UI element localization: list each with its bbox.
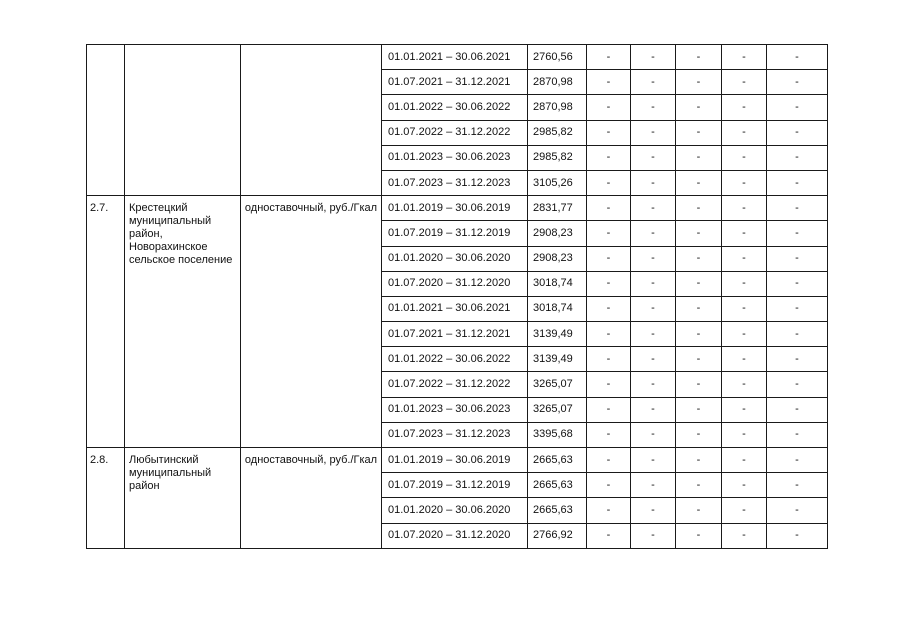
tariff-value-cell: 2665,63 bbox=[528, 498, 587, 523]
dash-cell: - bbox=[631, 221, 676, 246]
dash-cell: - bbox=[631, 170, 676, 195]
dash-cell: - bbox=[767, 498, 828, 523]
period-cell: 01.01.2019 – 30.06.2019 bbox=[382, 196, 528, 221]
dash-cell: - bbox=[587, 448, 631, 473]
period-cell: 01.01.2023 – 30.06.2023 bbox=[382, 145, 528, 170]
dash-cell: - bbox=[722, 45, 767, 70]
tariff-value-cell: 3105,26 bbox=[528, 170, 587, 195]
tariff-value-cell: 3018,74 bbox=[528, 271, 587, 296]
period-cell: 01.01.2022 – 30.06.2022 bbox=[382, 347, 528, 372]
dash-cell: - bbox=[631, 296, 676, 321]
table-row bbox=[87, 448, 828, 473]
dash-cell: - bbox=[767, 145, 828, 170]
period-cell: 01.01.2019 – 30.06.2019 bbox=[382, 448, 528, 473]
dash-cell: - bbox=[722, 372, 767, 397]
dash-cell: - bbox=[587, 70, 631, 95]
dash-cell: - bbox=[767, 170, 828, 195]
dash-cell: - bbox=[631, 246, 676, 271]
dash-cell: - bbox=[631, 498, 676, 523]
dash-cell: - bbox=[676, 296, 722, 321]
period-cell: 01.07.2020 – 31.12.2020 bbox=[382, 523, 528, 548]
dash-cell: - bbox=[767, 397, 828, 422]
dash-cell: - bbox=[587, 246, 631, 271]
dash-cell: - bbox=[587, 347, 631, 372]
dash-cell: - bbox=[722, 221, 767, 246]
tariff-kind-cell bbox=[241, 45, 382, 196]
dash-cell: - bbox=[722, 397, 767, 422]
dash-cell: - bbox=[722, 246, 767, 271]
period-cell: 01.01.2021 – 30.06.2021 bbox=[382, 45, 528, 70]
territory-cell: Крестецкий муниципальный район, Новорахинское сельское поселение bbox=[125, 196, 241, 448]
period-cell: 01.07.2020 – 31.12.2020 bbox=[382, 271, 528, 296]
dash-cell: - bbox=[676, 322, 722, 347]
dash-cell: - bbox=[676, 271, 722, 296]
dash-cell: - bbox=[676, 448, 722, 473]
dash-cell: - bbox=[587, 95, 631, 120]
tariff-value-cell: 3139,49 bbox=[528, 322, 587, 347]
tariff-value-cell: 3139,49 bbox=[528, 347, 587, 372]
period-cell: 01.07.2019 – 31.12.2019 bbox=[382, 221, 528, 246]
dash-cell: - bbox=[631, 322, 676, 347]
table-row bbox=[87, 45, 828, 70]
dash-cell: - bbox=[676, 347, 722, 372]
table-row bbox=[87, 196, 828, 221]
period-cell: 01.07.2023 – 31.12.2023 bbox=[382, 170, 528, 195]
dash-cell: - bbox=[767, 296, 828, 321]
dash-cell: - bbox=[767, 221, 828, 246]
dash-cell: - bbox=[722, 296, 767, 321]
tariff-kind-cell: одноставочный, руб./Гкал bbox=[241, 196, 382, 448]
dash-cell: - bbox=[722, 196, 767, 221]
dash-cell: - bbox=[767, 322, 828, 347]
dash-cell: - bbox=[722, 523, 767, 548]
dash-cell: - bbox=[722, 473, 767, 498]
period-cell: 01.07.2019 – 31.12.2019 bbox=[382, 473, 528, 498]
item-number-cell bbox=[87, 45, 125, 196]
dash-cell: - bbox=[767, 120, 828, 145]
territory-cell: Любытинский муниципальный район bbox=[125, 448, 241, 549]
dash-cell: - bbox=[767, 422, 828, 447]
dash-cell: - bbox=[587, 170, 631, 195]
dash-cell: - bbox=[767, 473, 828, 498]
period-cell: 01.01.2023 – 30.06.2023 bbox=[382, 397, 528, 422]
dash-cell: - bbox=[631, 120, 676, 145]
dash-cell: - bbox=[722, 170, 767, 195]
period-cell: 01.01.2022 – 30.06.2022 bbox=[382, 95, 528, 120]
dash-cell: - bbox=[767, 95, 828, 120]
dash-cell: - bbox=[587, 221, 631, 246]
dash-cell: - bbox=[676, 70, 722, 95]
tariff-value-cell: 3395,68 bbox=[528, 422, 587, 447]
period-cell: 01.01.2020 – 30.06.2020 bbox=[382, 246, 528, 271]
dash-cell: - bbox=[722, 448, 767, 473]
tariff-value-cell: 2870,98 bbox=[528, 95, 587, 120]
period-cell: 01.07.2022 – 31.12.2022 bbox=[382, 372, 528, 397]
dash-cell: - bbox=[767, 271, 828, 296]
dash-cell: - bbox=[631, 271, 676, 296]
dash-cell: - bbox=[631, 347, 676, 372]
dash-cell: - bbox=[767, 523, 828, 548]
period-cell: 01.01.2021 – 30.06.2021 bbox=[382, 296, 528, 321]
period-cell: 01.07.2021 – 31.12.2021 bbox=[382, 322, 528, 347]
dash-cell: - bbox=[722, 95, 767, 120]
dash-cell: - bbox=[676, 498, 722, 523]
table-body bbox=[87, 45, 828, 549]
dash-cell: - bbox=[722, 120, 767, 145]
dash-cell: - bbox=[631, 473, 676, 498]
dash-cell: - bbox=[631, 523, 676, 548]
dash-cell: - bbox=[587, 45, 631, 70]
dash-cell: - bbox=[631, 70, 676, 95]
dash-cell: - bbox=[587, 145, 631, 170]
tariff-value-cell: 2760,56 bbox=[528, 45, 587, 70]
dash-cell: - bbox=[767, 196, 828, 221]
tariff-value-cell: 2985,82 bbox=[528, 145, 587, 170]
period-cell: 01.01.2020 – 30.06.2020 bbox=[382, 498, 528, 523]
dash-cell: - bbox=[767, 45, 828, 70]
dash-cell: - bbox=[631, 145, 676, 170]
dash-cell: - bbox=[676, 120, 722, 145]
tariff-kind-cell: одноставочный, руб./Гкал bbox=[241, 448, 382, 549]
dash-cell: - bbox=[587, 422, 631, 447]
dash-cell: - bbox=[587, 498, 631, 523]
item-number-cell: 2.7. bbox=[87, 196, 125, 448]
dash-cell: - bbox=[676, 196, 722, 221]
dash-cell: - bbox=[587, 296, 631, 321]
tariff-value-cell: 2870,98 bbox=[528, 70, 587, 95]
territory-cell bbox=[125, 45, 241, 196]
dash-cell: - bbox=[722, 145, 767, 170]
dash-cell: - bbox=[631, 397, 676, 422]
item-number-cell: 2.8. bbox=[87, 448, 125, 549]
dash-cell: - bbox=[722, 422, 767, 447]
tariff-value-cell: 3265,07 bbox=[528, 397, 587, 422]
dash-cell: - bbox=[587, 271, 631, 296]
dash-cell: - bbox=[722, 271, 767, 296]
dash-cell: - bbox=[587, 120, 631, 145]
dash-cell: - bbox=[722, 347, 767, 372]
tariff-value-cell: 2665,63 bbox=[528, 448, 587, 473]
dash-cell: - bbox=[767, 372, 828, 397]
dash-cell: - bbox=[676, 523, 722, 548]
tariff-value-cell: 2985,82 bbox=[528, 120, 587, 145]
dash-cell: - bbox=[676, 170, 722, 195]
dash-cell: - bbox=[676, 45, 722, 70]
dash-cell: - bbox=[676, 246, 722, 271]
dash-cell: - bbox=[676, 473, 722, 498]
dash-cell: - bbox=[676, 397, 722, 422]
dash-cell: - bbox=[631, 95, 676, 120]
dash-cell: - bbox=[767, 246, 828, 271]
dash-cell: - bbox=[722, 70, 767, 95]
tariff-value-cell: 2831,77 bbox=[528, 196, 587, 221]
tariff-value-cell: 2908,23 bbox=[528, 246, 587, 271]
tariff-value-cell: 2766,92 bbox=[528, 523, 587, 548]
period-cell: 01.07.2023 – 31.12.2023 bbox=[382, 422, 528, 447]
dash-cell: - bbox=[631, 448, 676, 473]
dash-cell: - bbox=[767, 70, 828, 95]
dash-cell: - bbox=[767, 347, 828, 372]
tariff-value-cell: 3018,74 bbox=[528, 296, 587, 321]
dash-cell: - bbox=[722, 322, 767, 347]
dash-cell: - bbox=[631, 372, 676, 397]
dash-cell: - bbox=[676, 95, 722, 120]
dash-cell: - bbox=[767, 448, 828, 473]
dash-cell: - bbox=[587, 523, 631, 548]
dash-cell: - bbox=[631, 422, 676, 447]
dash-cell: - bbox=[587, 397, 631, 422]
dash-cell: - bbox=[722, 498, 767, 523]
dash-cell: - bbox=[676, 422, 722, 447]
dash-cell: - bbox=[587, 372, 631, 397]
tariff-value-cell: 3265,07 bbox=[528, 372, 587, 397]
dash-cell: - bbox=[587, 196, 631, 221]
dash-cell: - bbox=[676, 221, 722, 246]
dash-cell: - bbox=[676, 372, 722, 397]
dash-cell: - bbox=[587, 322, 631, 347]
dash-cell: - bbox=[631, 45, 676, 70]
tariff-table bbox=[86, 44, 828, 549]
dash-cell: - bbox=[631, 196, 676, 221]
dash-cell: - bbox=[676, 145, 722, 170]
dash-cell: - bbox=[587, 473, 631, 498]
tariff-value-cell: 2908,23 bbox=[528, 221, 587, 246]
period-cell: 01.07.2022 – 31.12.2022 bbox=[382, 120, 528, 145]
period-cell: 01.07.2021 – 31.12.2021 bbox=[382, 70, 528, 95]
tariff-value-cell: 2665,63 bbox=[528, 473, 587, 498]
